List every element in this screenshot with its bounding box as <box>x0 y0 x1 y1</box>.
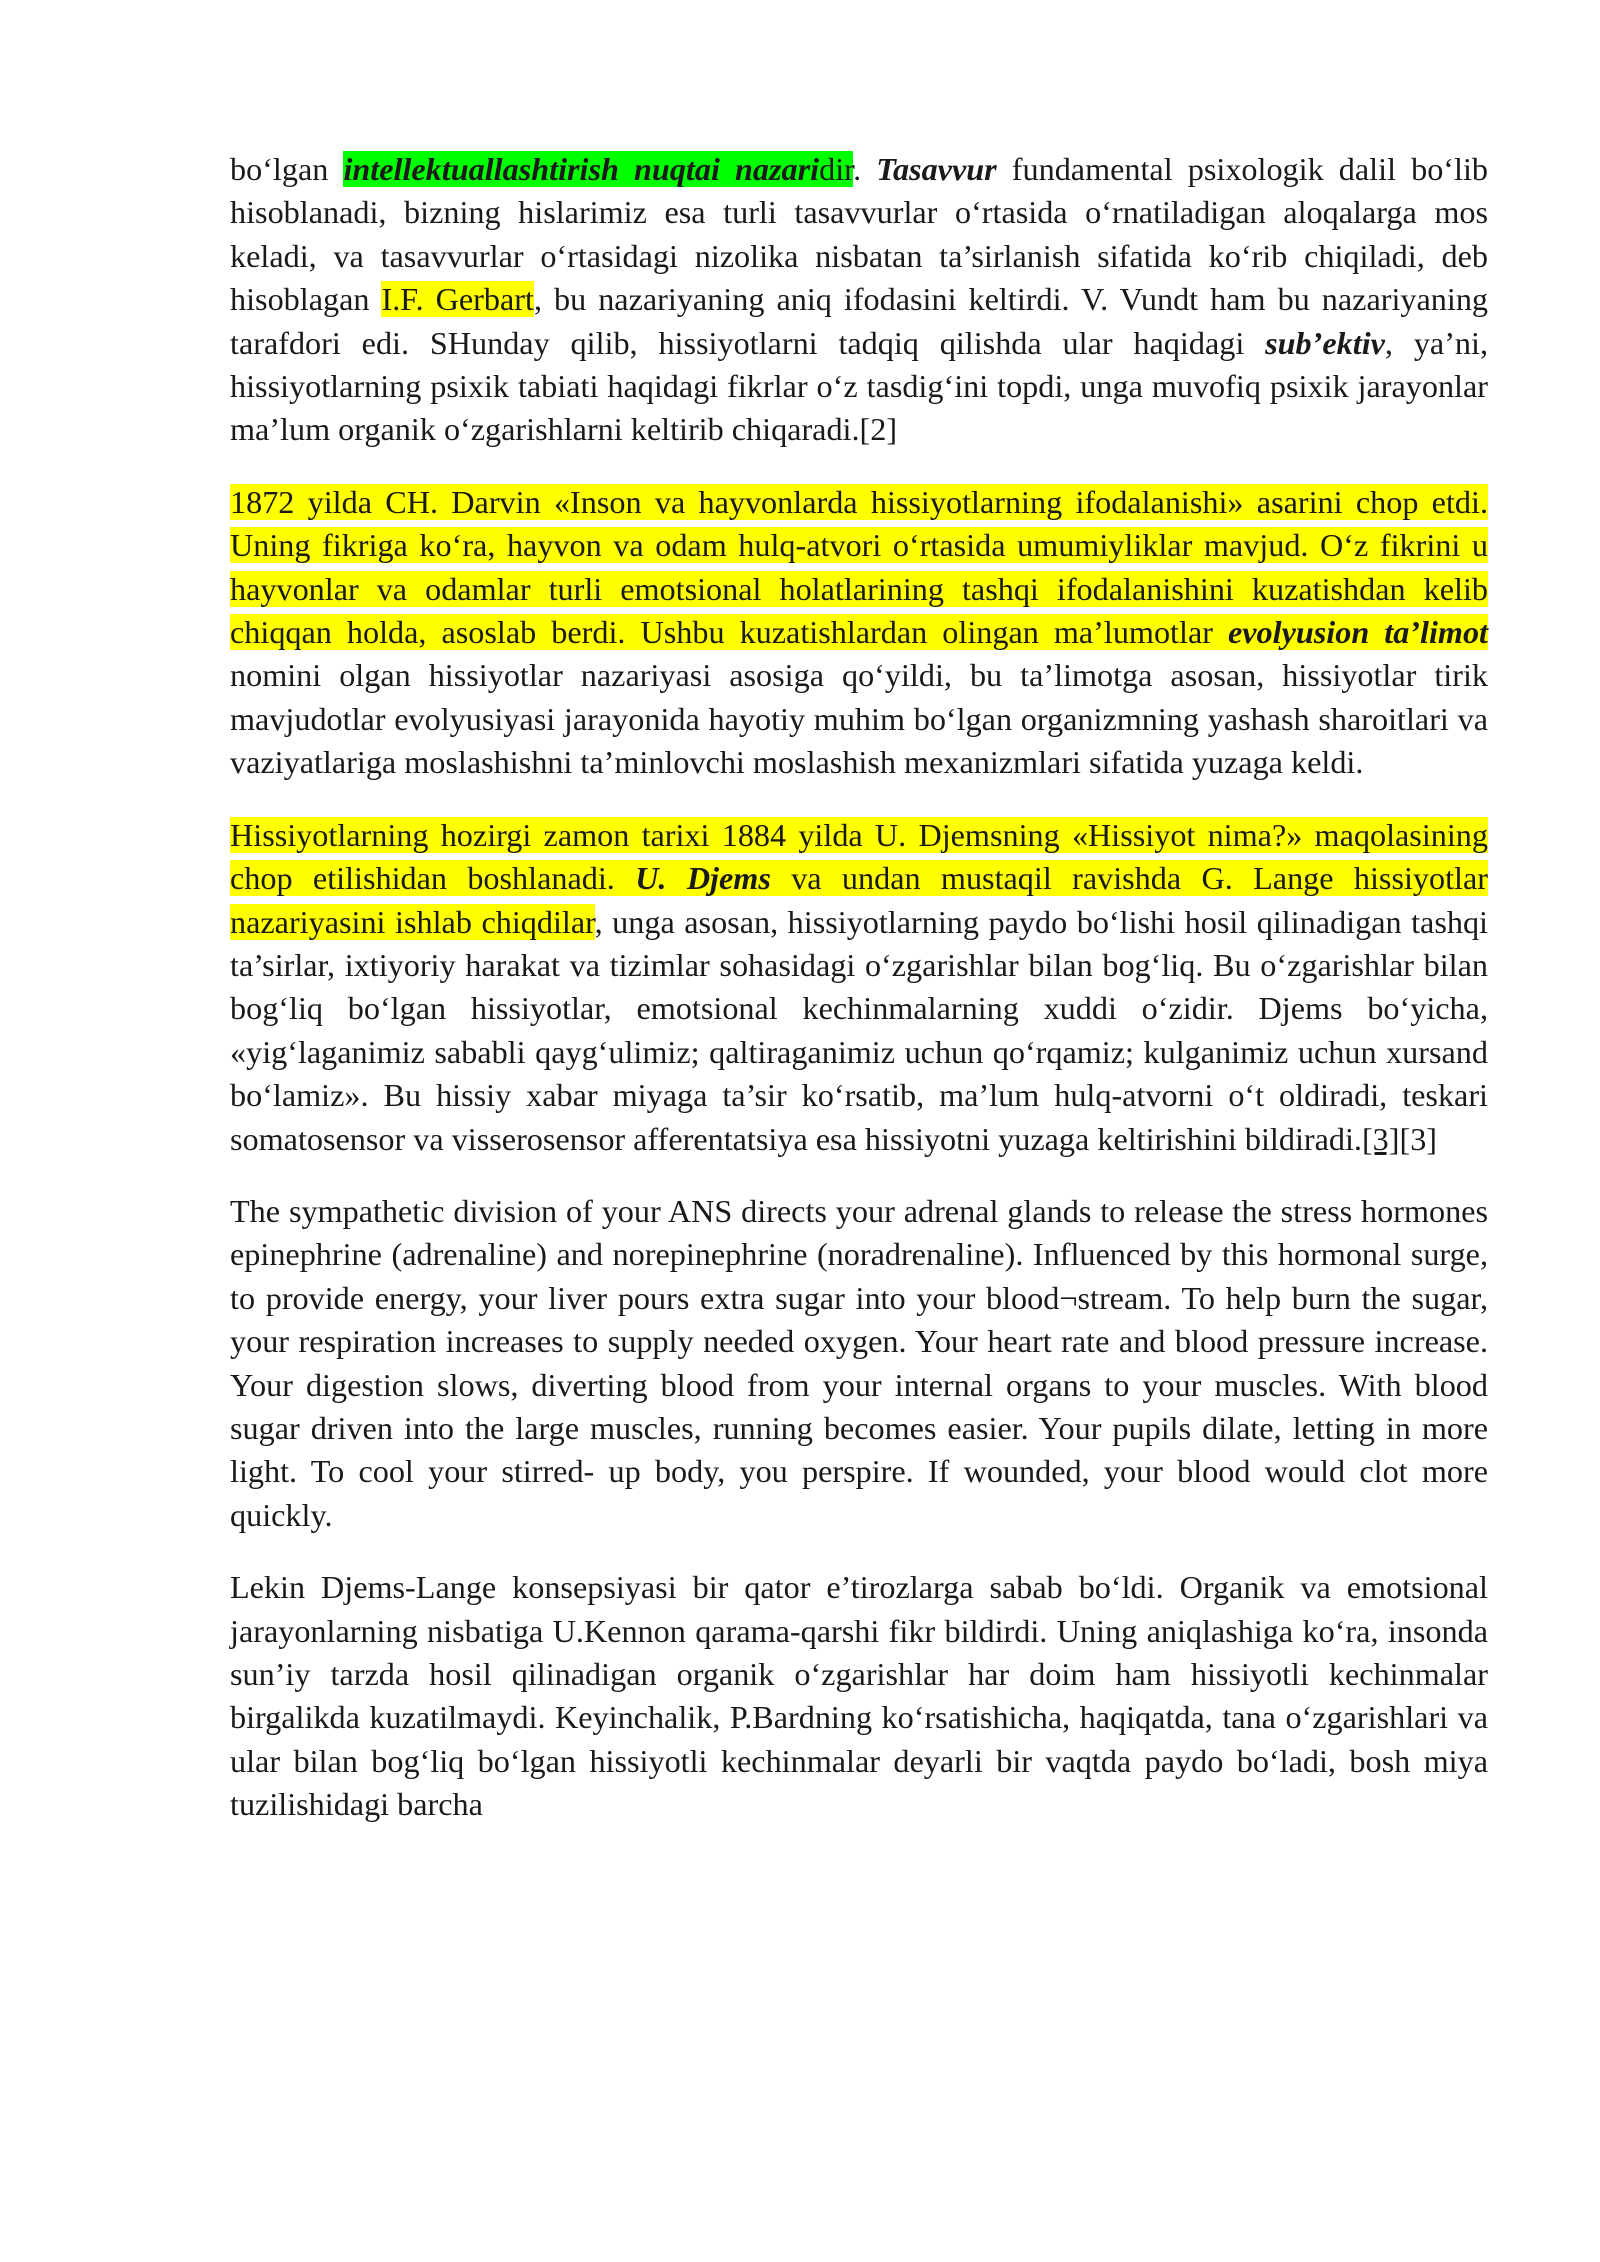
paragraph-2 <box>230 481 1488 785</box>
green-highlight-suffix: dir <box>819 151 854 187</box>
p1-text-mid: fundamental psixologik dalil bo‘lib hisoblanadi, bizning hislarimiz esa turli tasavvurlar o‘rtasida o‘rnatiladigan aloqalarga mos keladi, va tasavvurlar o‘rtasidagi nizolika nisbatan ta’sirlanish sifatida ko‘rib chiqiladi, deb hisoblagan <box>230 151 1489 318</box>
paragraph-4: The sympathetic division of your ANS directs your adrenal glands to release the stress hormones epinephrine (adrenaline) and norepinephrine (noradrenaline). Influenced by this hormonal surge, to provide energy, your liver pours extra sugar into your blood¬stream. To help burn the sugar, your respiration increases to supply needed oxygen. Your heart rate and blood pressure increase. Your digestion slows, diverting blood from your internal organs to your muscles. With blood sugar driven into the large muscles, running becomes easier. Your pupils dilate, letting in more light. To cool your stirred- up body, you perspire. If wounded, your blood would clot more quickly. <box>230 1192 1488 1533</box>
p1-text-mid2: , bu nazariyaning aniq ifodasini keltirdi. V. Vundt ham bu nazariyaning tarafdori edi. SHunday qilib, hissiyotlarni tadqiq qilishda ular haqidagi <box>230 281 1489 361</box>
p1-text-start: bo‘lgan <box>230 151 344 187</box>
p3-highlight-text2: va undan mustaqil ravishda G. Lange hissiyotlar nazariyasini ishlab chiqdilar <box>230 860 1488 940</box>
footnote-link[interactable]: [3] <box>1361 1120 1400 1157</box>
p3-text-rest: , unga asosan, hissiyotlarning paydo bo‘lishi hosil qilinadigan tashqi ta’sirlar, ixtiyoriy harakat va tizimlar sohasidagi o‘zgarishlar bilan bog‘liq. Bu o‘zgarishlar bilan bog‘liq bo‘lgan hissiyotlar, emotsional kechinmalarning xuddi o‘zidir. Djems bo‘yicha, «yig‘laganimiz sababli qayg‘ulimiz; qaltiraganimiz uchun qo‘rqamiz; kulganimiz uchun xursand bo‘lamiz». Bu hissiy xabar miyaga ta’sir ko‘rsatib, ma’lum hulq-atvorni o‘t oldiradi, teskari somatosensor va visserosensor afferentatsiya esa hissiyotni yuzaga keltirishini bildiradi. <box>230 903 1488 1157</box>
footnote-ref: [3] <box>1399 1120 1438 1157</box>
emphasis-term: Tasavvur <box>876 151 997 187</box>
emphasis-term: intellektuallashtirish nuqtai nazari <box>343 151 820 187</box>
paragraph-5: Lekin Djems-Lange konsepsiyasi bir qator e’tirozlarga sabab bo‘ldi. Organik va emotsional jarayonlarning nisbatiga U.Kennon qarama-qarshi fikr bildirdi. Uning aniqlashiga ko‘ra, insonda sun’iy tarzda hosil qilinadigan organik o‘zgarishlar har doim ham hissiyotli kechinmalar birgalikda kuzatilmaydi. Keyinchalik, P.Bardning ko‘rsatishicha, haqiqatda, tana o‘zgarishlari va ular bilan bog‘liq bo‘lgan hissiyotli kechinmalar deyarli bir vaqtda paydo bo‘ladi, bosh miya tuzilishidagi barcha <box>230 1569 1488 1823</box>
emphasis-term: sub’ektiv <box>1265 324 1385 361</box>
p2-highlight-text: 1872 yilda CH. Darvin «Inson va hayvonlarda hissiyotlarning ifodalanishi» asarini chop etdi. Uning fikriga ko‘ra, hayvon va odam hulq-atvori o‘rtasida umumiyliklar mavjud. O‘z fikrini u hayvonlar va odamlar turli emotsional holatlarining tashqi ifodalanishini kuzatishdan kelib chiqqan holda, asoslab berdi. Ushbu kuzatishlardan olingan ma’lumotlar <box>230 483 1488 651</box>
yellow-highlight <box>230 484 1488 650</box>
green-highlight <box>343 151 853 187</box>
paragraph-3 <box>230 814 1488 1161</box>
paragraph-1 <box>230 148 1488 452</box>
p1-text-end: , ya’ni, hissiyotlarning psixik tabiati haqidagi fikrlar o‘z tasdig‘ini topdi, unga muvofiq psixik jarayonlar ma’lum organik o‘zgarishlarni keltirib chiqaradi.[2] <box>230 324 1489 448</box>
emphasis-term: U. Djems <box>635 860 771 897</box>
document-body <box>230 148 1488 1856</box>
yellow-highlight: I.F. Gerbart <box>381 281 534 318</box>
p2-text-rest: nomini olgan hissiyotlar nazariyasi asosiga qo‘yildi, bu ta’limotga asosan, hissiyotlar tirik mavjudotlar evolyusiyasi jarayonida hayotiy muhim bo‘lgan organizmning yashash sharoitlari va vaziyatlariga moslashishni ta’minlovchi moslashish mexanizmlari sifatida yuzaga keldi. <box>230 657 1488 781</box>
p3-highlight-text: Hissiyotlarning hozirgi zamon tarixi 1884 yilda U. Djemsning «Hissiyot nima?» maqolasining chop etilishidan boshlanadi. <box>230 816 1488 897</box>
emphasis-term: evolyusion ta’limot <box>1227 614 1488 651</box>
p1-punct: . <box>853 151 877 187</box>
